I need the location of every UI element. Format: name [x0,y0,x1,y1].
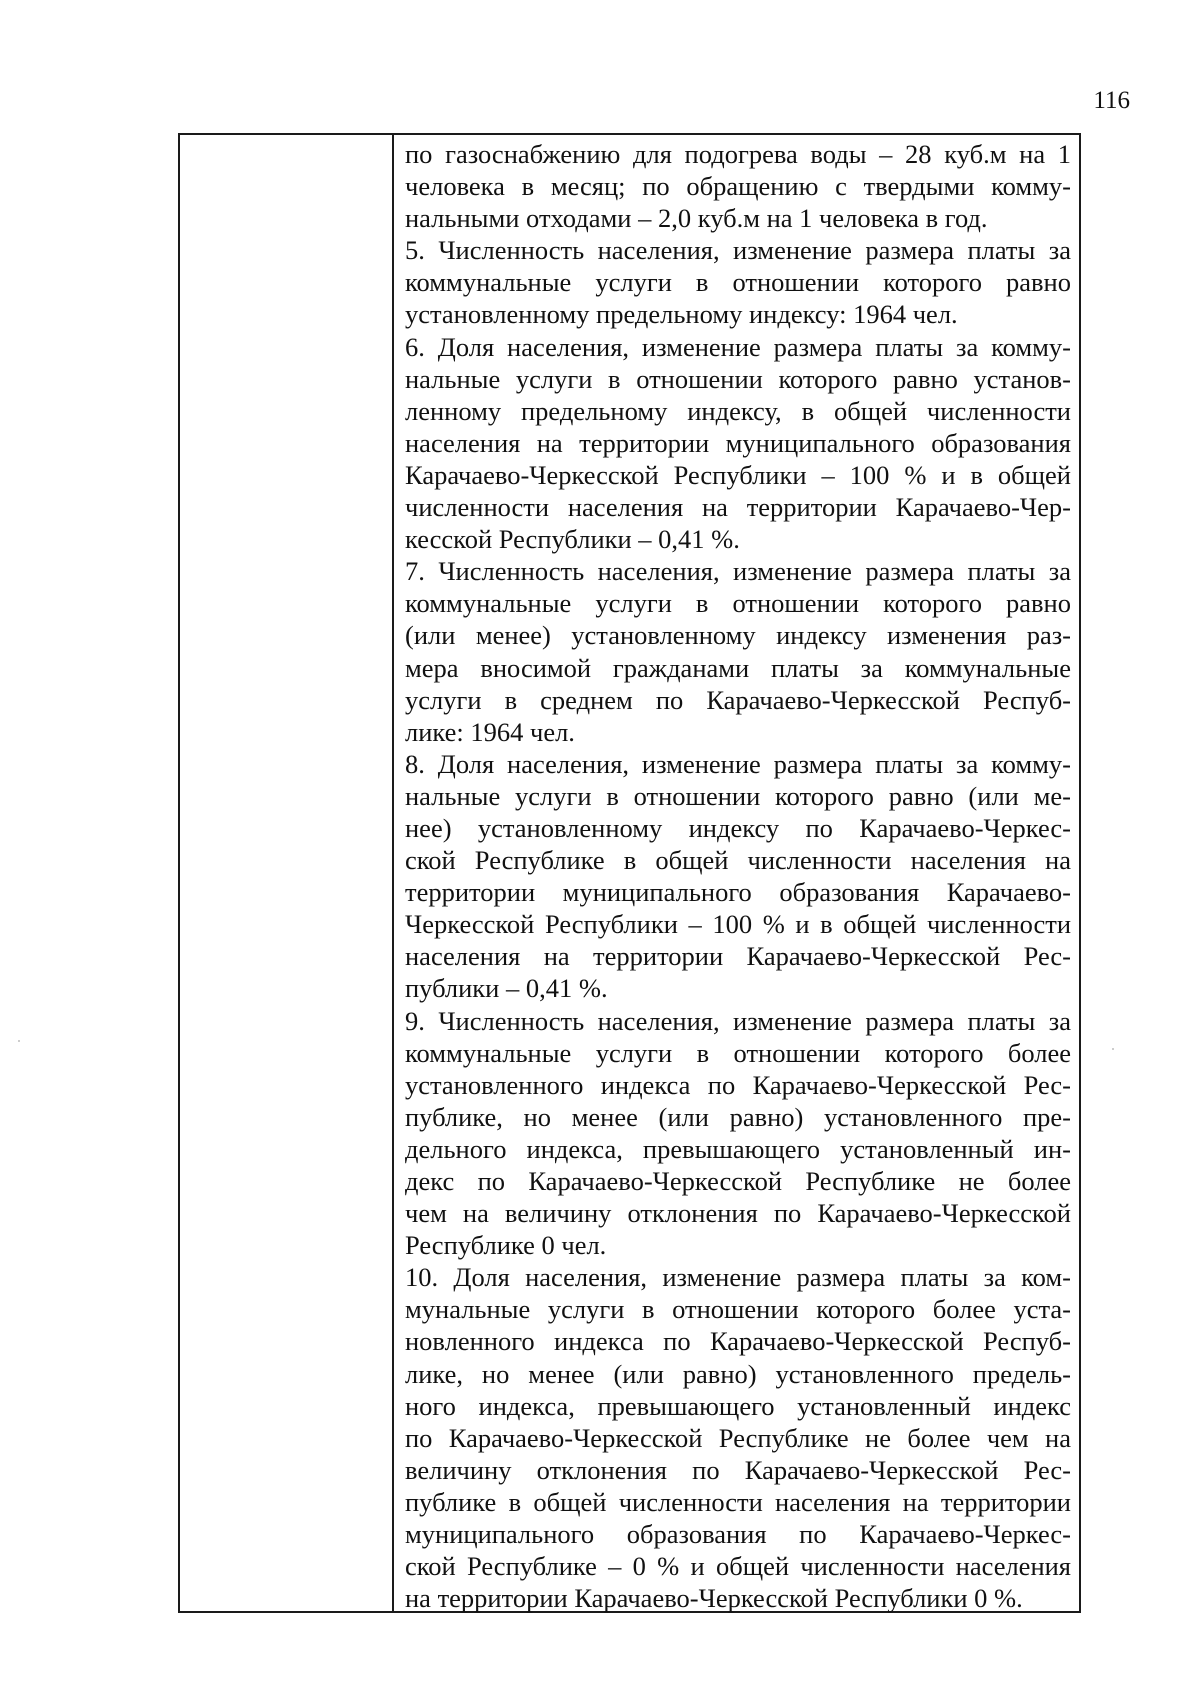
text-line: (или менее) установленному индексу изменения раз- [405,620,1071,651]
text-line: Черкесской Республики – 100 % и в общей численности [405,909,1071,940]
text-line: публики – 0,41 %. [405,973,608,1004]
text-line: чем на величину отклонения по Карачаево-Черкесской [405,1198,1071,1229]
text-line: величину отклонения по Карачаево-Черкесской Рес- [405,1454,1071,1485]
table-left-cell [180,135,394,1611]
text-line: муниципального образования по Карачаево-Черкес- [405,1519,1071,1550]
text-line: коммунальные услуги в отношении которого равно [405,267,1071,298]
text-line: численности населения на территории Карачаево-Чер- [405,492,1071,523]
text-line: мунальные услуги в отношении которого более уста- [405,1294,1071,1325]
text-line: нее) установленному индексу по Карачаево-Черкес- [405,812,1071,843]
text-line: Республике 0 чел. [405,1230,607,1261]
text-lines [405,138,1071,1614]
text-line: 7. Численность населения, изменение размера платы за [405,556,1071,587]
page-number: 116 [1093,87,1130,114]
text-line: публике, но менее (или равно) установленного пре- [405,1101,1071,1132]
text-line: дельного индекса, превышающего установленный ин- [405,1133,1071,1164]
text-line: ской Республике – 0 % и общей численности населения [405,1551,1071,1582]
text-line: новленного индекса по Карачаево-Черкесской Респуб- [405,1326,1071,1357]
text-line: декс по Карачаево-Черкесской Республике не более [405,1166,1071,1196]
text-line: 5. Численность населения, изменение размера платы за [405,235,1071,266]
text-line: 6. Доля населения, изменение размера платы за комму- [405,331,1071,362]
text-line: коммунальные услуги в отношении которого равно [405,588,1071,619]
text-line: установленного индекса по Карачаево-Черкесской Рес- [405,1069,1071,1100]
text-line: нальные услуги в отношении которого равно (или ме- [405,780,1071,811]
text-line: лике: 1964 чел. [405,716,575,747]
text-line: нальными отходами – 2,0 куб.м на 1 человека в год. [405,203,988,234]
text-line: 8. Доля населения, изменение размера платы за комму- [405,748,1071,779]
text-line: ской Республике в общей численности населения на [405,845,1071,876]
text-line: населения на территории Карачаево-Черкесской Рес- [405,941,1071,972]
text-line: мера вносимой гражданами платы за коммунальные [405,652,1071,683]
text-line: установленному предельному индексу: 1964 чел. [405,299,958,330]
document-table [178,133,1081,1613]
text-line: человека в месяц; по обращению с твердыми комму- [405,171,1071,202]
text-line: публике в общей численности населения на территории [405,1486,1071,1517]
text-line: услуги в среднем по Карачаево-Черкесской Респуб- [405,684,1071,715]
text-line: Карачаево-Черкесской Республики – 100 % и в общей [405,459,1071,490]
text-line: территории муниципального образования Карачаево- [405,877,1071,908]
scan-speck [18,1040,20,1042]
text-line: по газоснабжению для подогрева воды – 28 куб.м на 1 [405,139,1071,169]
text-line: 10. Доля населения, изменение размера платы за ком- [405,1262,1071,1293]
table-right-cell [394,135,1079,1614]
text-line: ленному предельному индексу, в общей численности [405,395,1071,426]
scan-speck [1112,1048,1114,1050]
text-line: коммунальные услуги в отношении которого более [405,1037,1071,1068]
text-line: кесской Республики – 0,41 %. [405,524,740,555]
text-line: населения на территории муниципального образования [405,427,1071,458]
text-line: лике, но менее (или равно) установленного предель- [405,1358,1071,1389]
text-line: 9. Численность населения, изменение размера платы за [405,1005,1071,1036]
text-line: нальные услуги в отношении которого равно установ- [405,363,1071,394]
text-line: ного индекса, превышающего установленный индекс [405,1390,1071,1421]
text-line: по Карачаево-Черкесской Республике не более чем на [405,1422,1071,1453]
text-line: на территории Карачаево-Черкесской Республики 0 %. [405,1583,1023,1614]
